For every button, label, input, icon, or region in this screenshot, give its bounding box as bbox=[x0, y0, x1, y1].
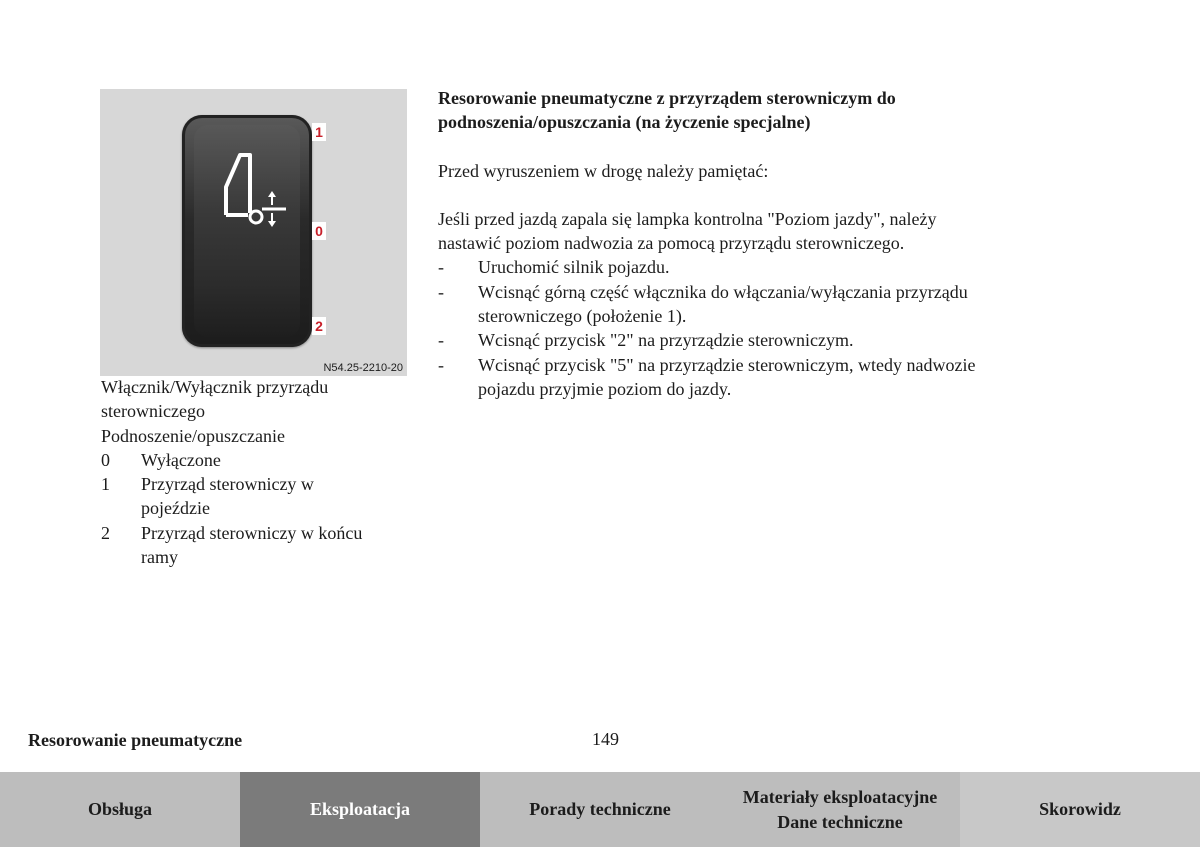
legend-text: pojeździe bbox=[141, 498, 210, 519]
legend-number: 0 bbox=[101, 449, 110, 470]
step-text: Uruchomić silnik pojazdu. bbox=[478, 257, 670, 278]
caption-line: Włącznik/Wyłącznik przyrządu bbox=[101, 377, 329, 397]
legend-number: 2 bbox=[101, 522, 110, 543]
legend-text: Wyłączone bbox=[141, 449, 221, 470]
step-dash: - bbox=[438, 330, 444, 351]
step-text: Wcisnąć przycisk "5" na przyrządzie sterowniczym, wtedy nadwozie bbox=[478, 354, 976, 375]
main-content bbox=[438, 86, 1058, 401]
tab-materialy-dane[interactable] bbox=[720, 772, 960, 847]
step-item bbox=[438, 353, 1058, 402]
tab-porady-techniczne[interactable] bbox=[480, 772, 720, 847]
tab-label: Obsługa bbox=[87, 799, 153, 819]
page-number: 149 bbox=[592, 729, 619, 749]
tab-label: Porady techniczne bbox=[529, 799, 671, 819]
tab-obsluga[interactable] bbox=[0, 772, 240, 847]
tab-label: Materiały eksploatacyjne bbox=[742, 786, 938, 807]
tab-eksploatacja[interactable] bbox=[240, 772, 480, 847]
switch-figure bbox=[100, 89, 407, 376]
intro-text: Przed wyruszeniem w drogę należy pamiętać: bbox=[438, 160, 769, 181]
bottom-nav-tabs bbox=[0, 772, 1200, 847]
step-dash: - bbox=[438, 257, 444, 278]
step-item bbox=[438, 255, 1058, 279]
legend-item bbox=[101, 521, 401, 570]
legend-number: 1 bbox=[101, 474, 110, 495]
legend-item bbox=[101, 472, 401, 521]
body-lift-icon bbox=[216, 145, 286, 235]
section-heading bbox=[438, 86, 1058, 135]
instructions bbox=[438, 207, 1058, 401]
figure-caption bbox=[101, 375, 401, 569]
tab-label: Dane techniczne bbox=[777, 811, 903, 832]
rocker-switch-image bbox=[182, 115, 312, 347]
step-item bbox=[438, 328, 1058, 352]
step-text: pojazdu przyjmie poziom do jazdy. bbox=[478, 378, 732, 399]
marker-0: 0 bbox=[312, 222, 326, 240]
tab-label: Eksploatacja bbox=[309, 799, 410, 819]
heading-line: podnoszenia/opuszczania (na życzenie specjalne) bbox=[438, 112, 811, 133]
footer-section-title: Resorowanie pneumatyczne bbox=[28, 730, 243, 750]
tab-label: Skorowidz bbox=[1039, 799, 1121, 819]
tab-skorowidz[interactable] bbox=[960, 772, 1200, 847]
paragraph-line: Jeśli przed jazdą zapala się lampka kontrolna "Poziom jazdy", należy bbox=[438, 208, 937, 229]
marker-2: 2 bbox=[312, 317, 326, 335]
step-text: sterowniczego (położenie 1). bbox=[478, 306, 687, 327]
marker-1: 1 bbox=[312, 123, 326, 141]
figure-code: N54.25-2210-20 bbox=[323, 362, 403, 374]
legend-text: Przyrząd sterowniczy w końcu bbox=[141, 522, 363, 543]
paragraph-line: nastawić poziom nadwozia za pomocą przyrządu sterowniczego. bbox=[438, 233, 905, 254]
step-dash: - bbox=[438, 354, 444, 375]
step-item bbox=[438, 280, 1058, 329]
heading-line: Resorowanie pneumatyczne z przyrządem sterowniczym do bbox=[438, 88, 896, 108]
step-dash: - bbox=[438, 281, 444, 302]
caption-line: sterowniczego bbox=[101, 401, 205, 422]
caption-line: Podnoszenie/opuszczanie bbox=[101, 425, 285, 446]
step-text: Wcisnąć przycisk "2" na przyrządzie sterowniczym. bbox=[478, 330, 854, 351]
legend-text: ramy bbox=[141, 547, 178, 568]
legend-item bbox=[101, 448, 401, 472]
step-text: Wcisnąć górną część włącznika do włączania/wyłączania przyrządu bbox=[478, 281, 968, 302]
legend-text: Przyrząd sterowniczy w bbox=[141, 474, 314, 495]
